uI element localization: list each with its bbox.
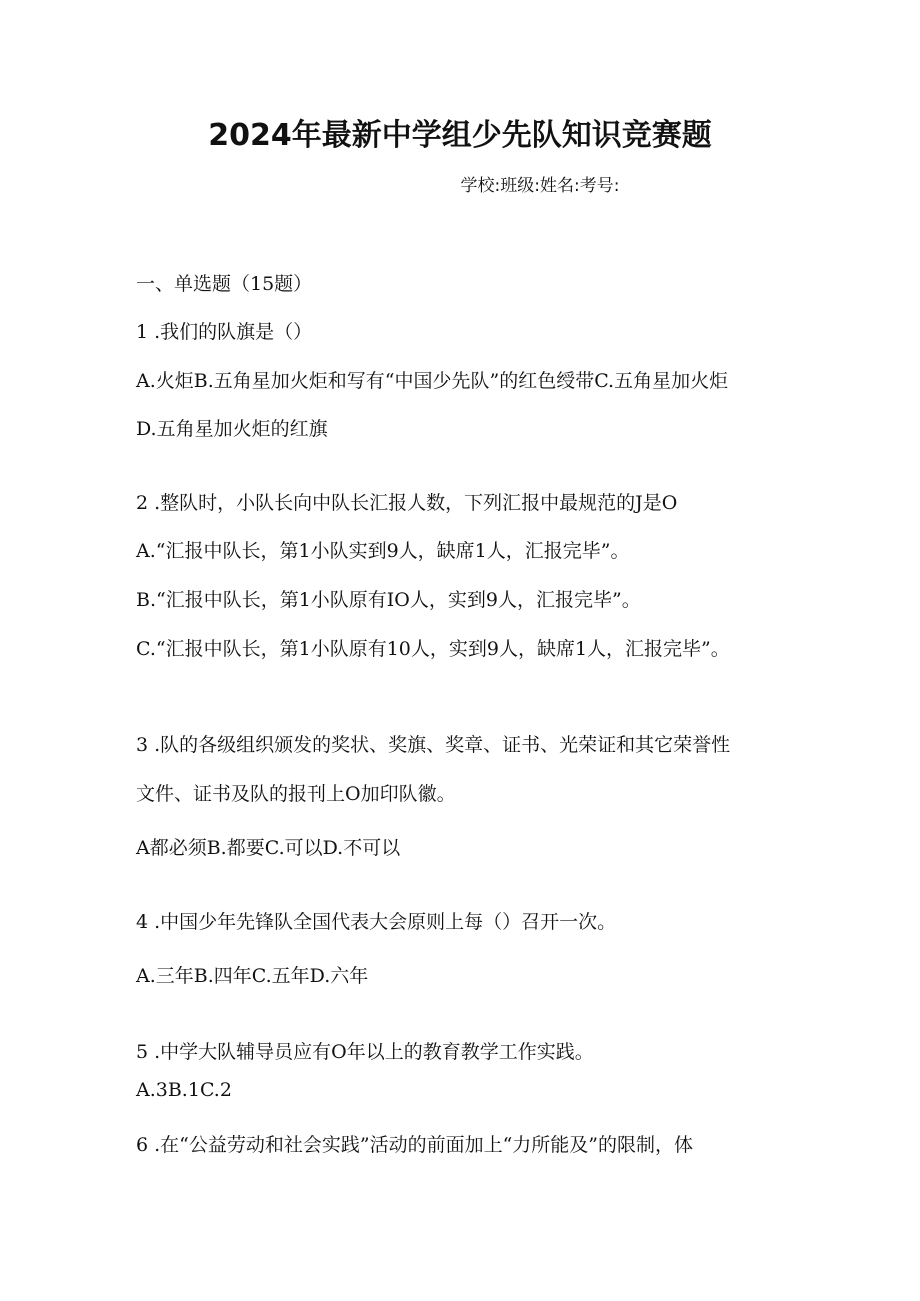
student-info-line: 学校:班级:姓名:考号: <box>460 176 620 196</box>
answer-option-b: B.“汇报中队长，第1小队原有IO人，实到9人，汇报完毕”。 <box>136 589 641 611</box>
question-text: 6 .在“公益劳动和社会实践”活动的前面加上“力所能及”的限制，体 <box>136 1134 694 1156</box>
question-text: 5 .中学大队辅导员应有O年以上的教育教学工作实践。 <box>136 1041 594 1063</box>
answer-option-c: C.“汇报中队长，第1小队原有10人，实到9人，缺席1人，汇报完毕”。 <box>136 638 730 660</box>
document-title: 2024年最新中学组少先队知识竞赛题 <box>208 118 712 153</box>
answer-options: A都必须B.都要C.可以D.不可以 <box>136 837 401 859</box>
answer-options: A.火炬B.五角星加火炬和写有“中国少先队”的红色绶带C.五角星加火炬 <box>136 370 729 392</box>
answer-options: A.3B.1C.2 <box>136 1079 232 1101</box>
question-text: 3 .队的各级组织颁发的奖状、奖旗、奖章、证书、光荣证和其它荣誉性 <box>136 734 731 756</box>
answer-option-a: A.“汇报中队长，第1小队实到9人，缺席1人，汇报完毕”。 <box>136 540 630 562</box>
section-heading: 一、单选题（15题） <box>136 273 313 295</box>
question-text: 1 .我们的队旗是（） <box>136 321 313 343</box>
answer-options: D.五角星加火炬的红旗 <box>136 418 328 440</box>
answer-options: A.三年B.四年C.五年D.六年 <box>136 965 369 987</box>
question-text-continued: 文件、证书及队的报刊上O加印队徽。 <box>136 783 456 805</box>
question-text: 4 .中国少年先锋队全国代表大会原则上每（）召开一次。 <box>136 911 617 933</box>
question-text: 2 .整队时，小队长向中队长汇报人数，下列汇报中最规范的J是O <box>136 492 678 514</box>
